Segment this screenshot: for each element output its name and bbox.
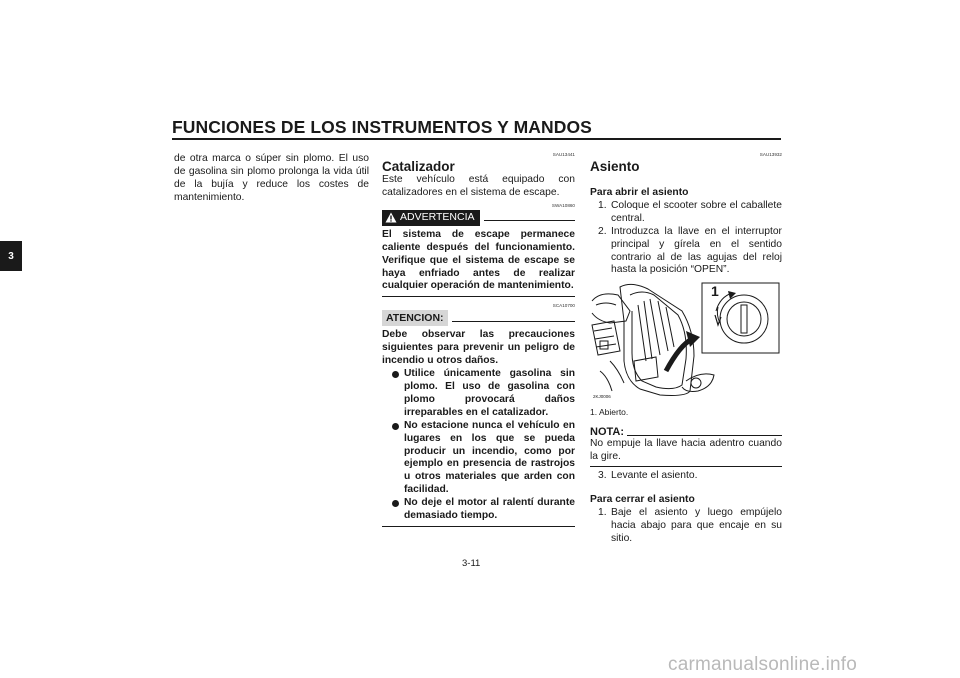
list-item: 2. Introduzca la llave en el interruptor principal y gírela en el sentido contrario al de las agujas del reloj hasta la posición “OPEN”.	[598, 225, 782, 276]
nota-rule	[627, 435, 782, 436]
caution-header	[382, 310, 575, 326]
list-item: 3. Levante el asiento.	[598, 470, 698, 482]
warning-end-rule	[382, 296, 575, 297]
caution-text: Debe observar las precauciones siguientes para prevenir un peligro de incendio u otros daños.	[382, 329, 575, 367]
caution-badge: ATENCION:	[382, 310, 448, 326]
step3-list	[590, 470, 782, 483]
close-steps-list	[590, 507, 782, 546]
fuel-paragraph: de otra marca o súper sin plomo. El uso de gasolina sin plomo prolonga la vida útil de la bujía y reduce los costes de mantenimiento.	[174, 153, 369, 203]
figure-callout-number: 1	[711, 283, 719, 300]
nota-header	[590, 426, 782, 438]
open-seat-heading: Para abrir el asiento	[590, 187, 689, 198]
chapter-number: 3	[8, 251, 14, 262]
warning-code: SWA10860	[551, 202, 575, 208]
section-code: SAU13932	[759, 152, 782, 157]
nota-text: No empuje la llave hacia adentro cuando la gire.	[590, 438, 782, 463]
figure-image-code: 2KJ0006	[593, 394, 611, 400]
column-right	[590, 152, 782, 546]
caution-bullet-list	[382, 368, 575, 523]
nota-end-rule	[590, 466, 782, 467]
column-middle	[382, 152, 575, 527]
open-steps-list	[590, 200, 782, 277]
caution-code: SCA10700	[552, 303, 575, 309]
column-left	[174, 153, 369, 205]
seat-lock-figure	[590, 281, 781, 406]
catalizador-intro: Este vehículo está equipado con catalizadores en el sistema de escape.	[382, 174, 575, 198]
bullet-dot-icon	[392, 371, 399, 378]
nota-label: NOTA:	[590, 426, 625, 439]
figure-caption: 1. Abierto.	[590, 407, 629, 418]
caution-end-rule	[382, 526, 575, 527]
list-item: Utilice únicamente gasolina sin plomo. El uso de gasolina con plomo provocará daños irreparables en el catalizador.	[382, 368, 575, 420]
warning-label: ADVERTENCIA	[400, 211, 475, 224]
scooter-seat-illustration	[590, 281, 781, 406]
warning-rule	[484, 220, 576, 221]
warning-triangle-icon	[385, 212, 397, 223]
list-item: No deje el motor al ralentí durante demasiado tiempo.	[382, 497, 575, 523]
list-item: 1. Coloque el scooter sobre el caballete central.	[598, 199, 782, 224]
watermark: carmanualsonline.info	[668, 654, 858, 675]
warning-header	[382, 210, 575, 226]
list-item: No estacione nunca el vehículo en lugares en los que se pueda producir un incendio, como por ejemplo en presencia de rastrojos u otros materiales que arden con facilidad.	[382, 420, 575, 497]
warning-text: El sistema de escape permanece caliente después del funcionamiento. Verifique que el sistema de escape se haya enfriado antes de realizar cualquier operación de mantenimiento.	[382, 228, 575, 292]
section-title-asiento: Asiento	[590, 159, 640, 174]
section-code: SAU13441	[552, 152, 575, 157]
page-number: 3-11	[462, 558, 481, 569]
warning-badge	[382, 210, 480, 226]
close-seat-heading: Para cerrar el asiento	[590, 494, 695, 506]
list-item: 1. Baje el asiento y luego empújelo hacia abajo para que encaje en su sitio.	[598, 506, 782, 544]
bullet-dot-icon	[392, 500, 399, 507]
bullet-dot-icon	[392, 423, 399, 430]
title-rule	[172, 138, 781, 140]
section-title-catalizador: Catalizador	[382, 159, 455, 174]
page-title: FUNCIONES DE LOS INSTRUMENTOS Y MANDOS	[172, 117, 592, 137]
caution-rule	[452, 321, 575, 322]
